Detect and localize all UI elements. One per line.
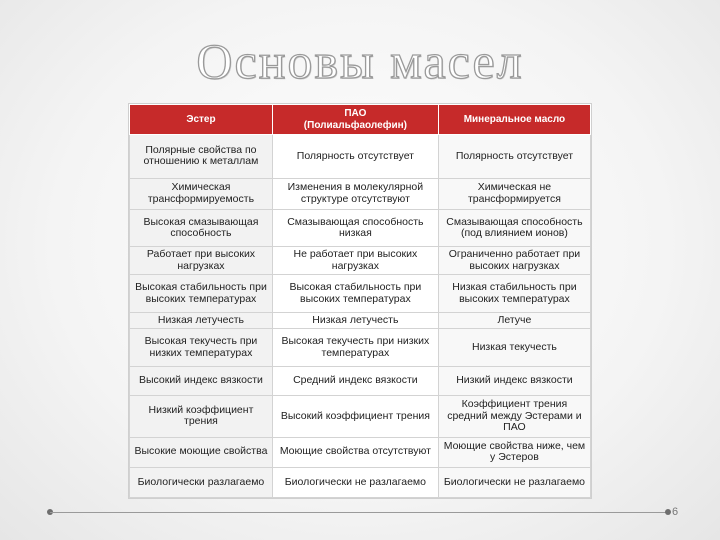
cell-pao: Полярность отсутствует: [272, 135, 438, 179]
cell-mineral: Полярность отсутствует: [438, 135, 590, 179]
cell-pao: Моющие свойства отсутствуют: [272, 437, 438, 467]
cell-pao: Средний индекс вязкости: [272, 366, 438, 395]
cell-pao: Биологически не разлагаемо: [272, 467, 438, 497]
cell-mineral: Биологически не разлагаемо: [438, 467, 590, 497]
header-mineral: Минеральное масло: [438, 105, 590, 135]
cell-ester: Высокая текучесть при низких температурах: [130, 329, 273, 366]
table-row: [130, 437, 591, 467]
cell-ester: Низкий коэффициент трения: [130, 396, 273, 438]
cell-ester: Химическая трансформируемость: [130, 178, 273, 209]
cell-mineral: Летуче: [438, 312, 590, 329]
cell-ester: Высокий индекс вязкости: [130, 366, 273, 395]
table-row: [130, 329, 591, 366]
cell-pao: Высокая стабильность при высоких температурах: [272, 275, 438, 312]
cell-ester: Высокие моющие свойства: [130, 437, 273, 467]
cell-mineral: Смазывающая способность (под влиянием ионов): [438, 209, 590, 246]
cell-ester: Высокая стабильность при высоких температурах: [130, 275, 273, 312]
cell-mineral: Ограниченно работает при высоких нагрузках: [438, 247, 590, 275]
table-row: [130, 209, 591, 246]
cell-mineral: Низкий индекс вязкости: [438, 366, 590, 395]
cell-mineral: Низкая текучесть: [438, 329, 590, 366]
table-row: [130, 396, 591, 438]
table-row: [130, 467, 591, 497]
table-row: [130, 366, 591, 395]
cell-ester: Низкая летучесть: [130, 312, 273, 329]
cell-mineral: Моющие свойства ниже, чем у Эстеров: [438, 437, 590, 467]
cell-ester: Полярные свойства по отношению к металлам: [130, 135, 273, 179]
cell-pao: Высокий коэффициент трения: [272, 396, 438, 438]
comparison-table: [128, 103, 592, 499]
footer-line: [50, 512, 668, 513]
cell-pao: Низкая летучесть: [272, 312, 438, 329]
slide-title: Основы масел: [196, 33, 524, 89]
cell-mineral: Химическая не трансформируется: [438, 178, 590, 209]
cell-ester: Биологически разлагаемо: [130, 467, 273, 497]
table-header-row: [130, 105, 591, 135]
cell-pao: Смазывающая способность низкая: [272, 209, 438, 246]
cell-pao: Не работает при высоких нагрузках: [272, 247, 438, 275]
table-row: [130, 312, 591, 329]
cell-mineral: Коэффициент трения средний между Эстерами и ПАО: [438, 396, 590, 438]
header-pao: ПАО (Полиальфаолефин): [272, 105, 438, 135]
cell-ester: Работает при высоких нагрузках: [130, 247, 273, 275]
table-row: [130, 275, 591, 312]
table-row: [130, 178, 591, 209]
header-ester: Эстер: [130, 105, 273, 135]
cell-pao: Высокая текучесть при низких температурах: [272, 329, 438, 366]
footer-dot-right: [665, 509, 671, 515]
page-number: 6: [672, 506, 679, 518]
cell-mineral: Низкая стабильность при высоких температурах: [438, 275, 590, 312]
cell-ester: Высокая смазывающая способность: [130, 209, 273, 246]
cell-pao: Изменения в молекулярной структуре отсутствуют: [272, 178, 438, 209]
table-row: [130, 247, 591, 275]
table-row: [130, 135, 591, 179]
